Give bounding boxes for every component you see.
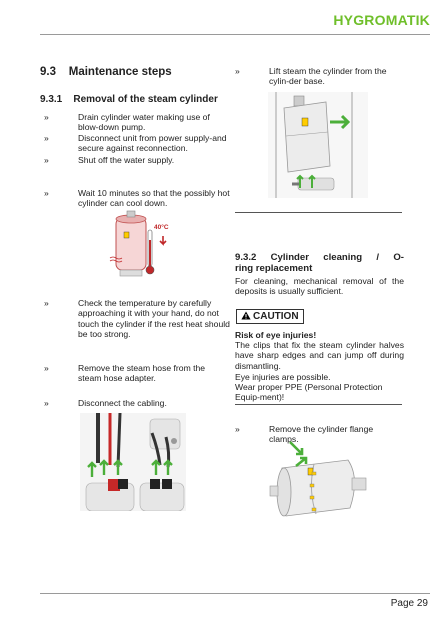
bullet-lift-cylinder: » Lift steam the cylinder from the cylin-der base.: [235, 66, 387, 87]
temperature-label: 40°C: [154, 224, 169, 231]
figure-lift-cylinder: [268, 92, 368, 198]
caution-line-ppe: Wear proper PPE (Personal Protection Equip-ment)!: [235, 382, 383, 403]
header-rule: [40, 34, 430, 35]
figure-hot-cylinder: [108, 210, 174, 284]
caution-label: CAUTION: [253, 311, 299, 322]
subsection-title-removal: 9.3.1 Removal of the steam cylinder: [40, 94, 218, 105]
separator-right-1: [235, 212, 402, 213]
logo-matik: MATIK: [385, 12, 430, 28]
warning-icon: [241, 311, 251, 322]
caution-line-injuries: Eye injuries are possible.: [235, 372, 331, 382]
bullet-drain: » Drain cylinder water making use of blow-down pump.: [44, 112, 210, 133]
separator-right-2: [235, 404, 402, 405]
cleaning-text: For cleaning, mechanical removal of the deposits is usually sufficient.: [235, 276, 404, 297]
bullet-wait: » Wait 10 minutes so that the possibly hot cylinder can cool down.: [44, 188, 230, 209]
hygromatik-logo: [333, 12, 430, 28]
page-number: Page 29: [390, 598, 428, 609]
bullet-shut-water: » Shut off the water supply.: [44, 155, 175, 165]
bullet-check-temperature: » Check the temperature by carefully approaching it with your hand, do not touch the cylinder if the rest heat should be too strong.: [44, 298, 230, 340]
caution-title: Risk of eye injuries!: [235, 330, 317, 340]
bullet-disconnect-power: » Disconnect unit from power supply-and secure against reconnection.: [44, 133, 227, 154]
bullet-disconnect-cabling: » Disconnect the cabling.: [44, 398, 167, 408]
figure-cabling: [80, 413, 186, 511]
section-title: 9.3 Maintenance steps: [40, 66, 172, 78]
caution-badge: [236, 309, 304, 324]
logo-hygro: HYGRO: [333, 12, 386, 28]
bullet-remove-clamps: » Remove the cylinder flange clamps.: [235, 424, 374, 445]
bullet-remove-hose: » Remove the steam hose from the steam hose adapter.: [44, 363, 206, 384]
footer-rule: [40, 593, 430, 594]
caution-body: The clips that fix the steam cylinder halves have sharp edges and can jump off during dismantling.: [235, 340, 404, 371]
subsection-title-cleaning: 9.3.2 Cylinder cleaning / O-ring replacement: [235, 252, 404, 274]
figure-flange-clamps: [268, 438, 376, 522]
